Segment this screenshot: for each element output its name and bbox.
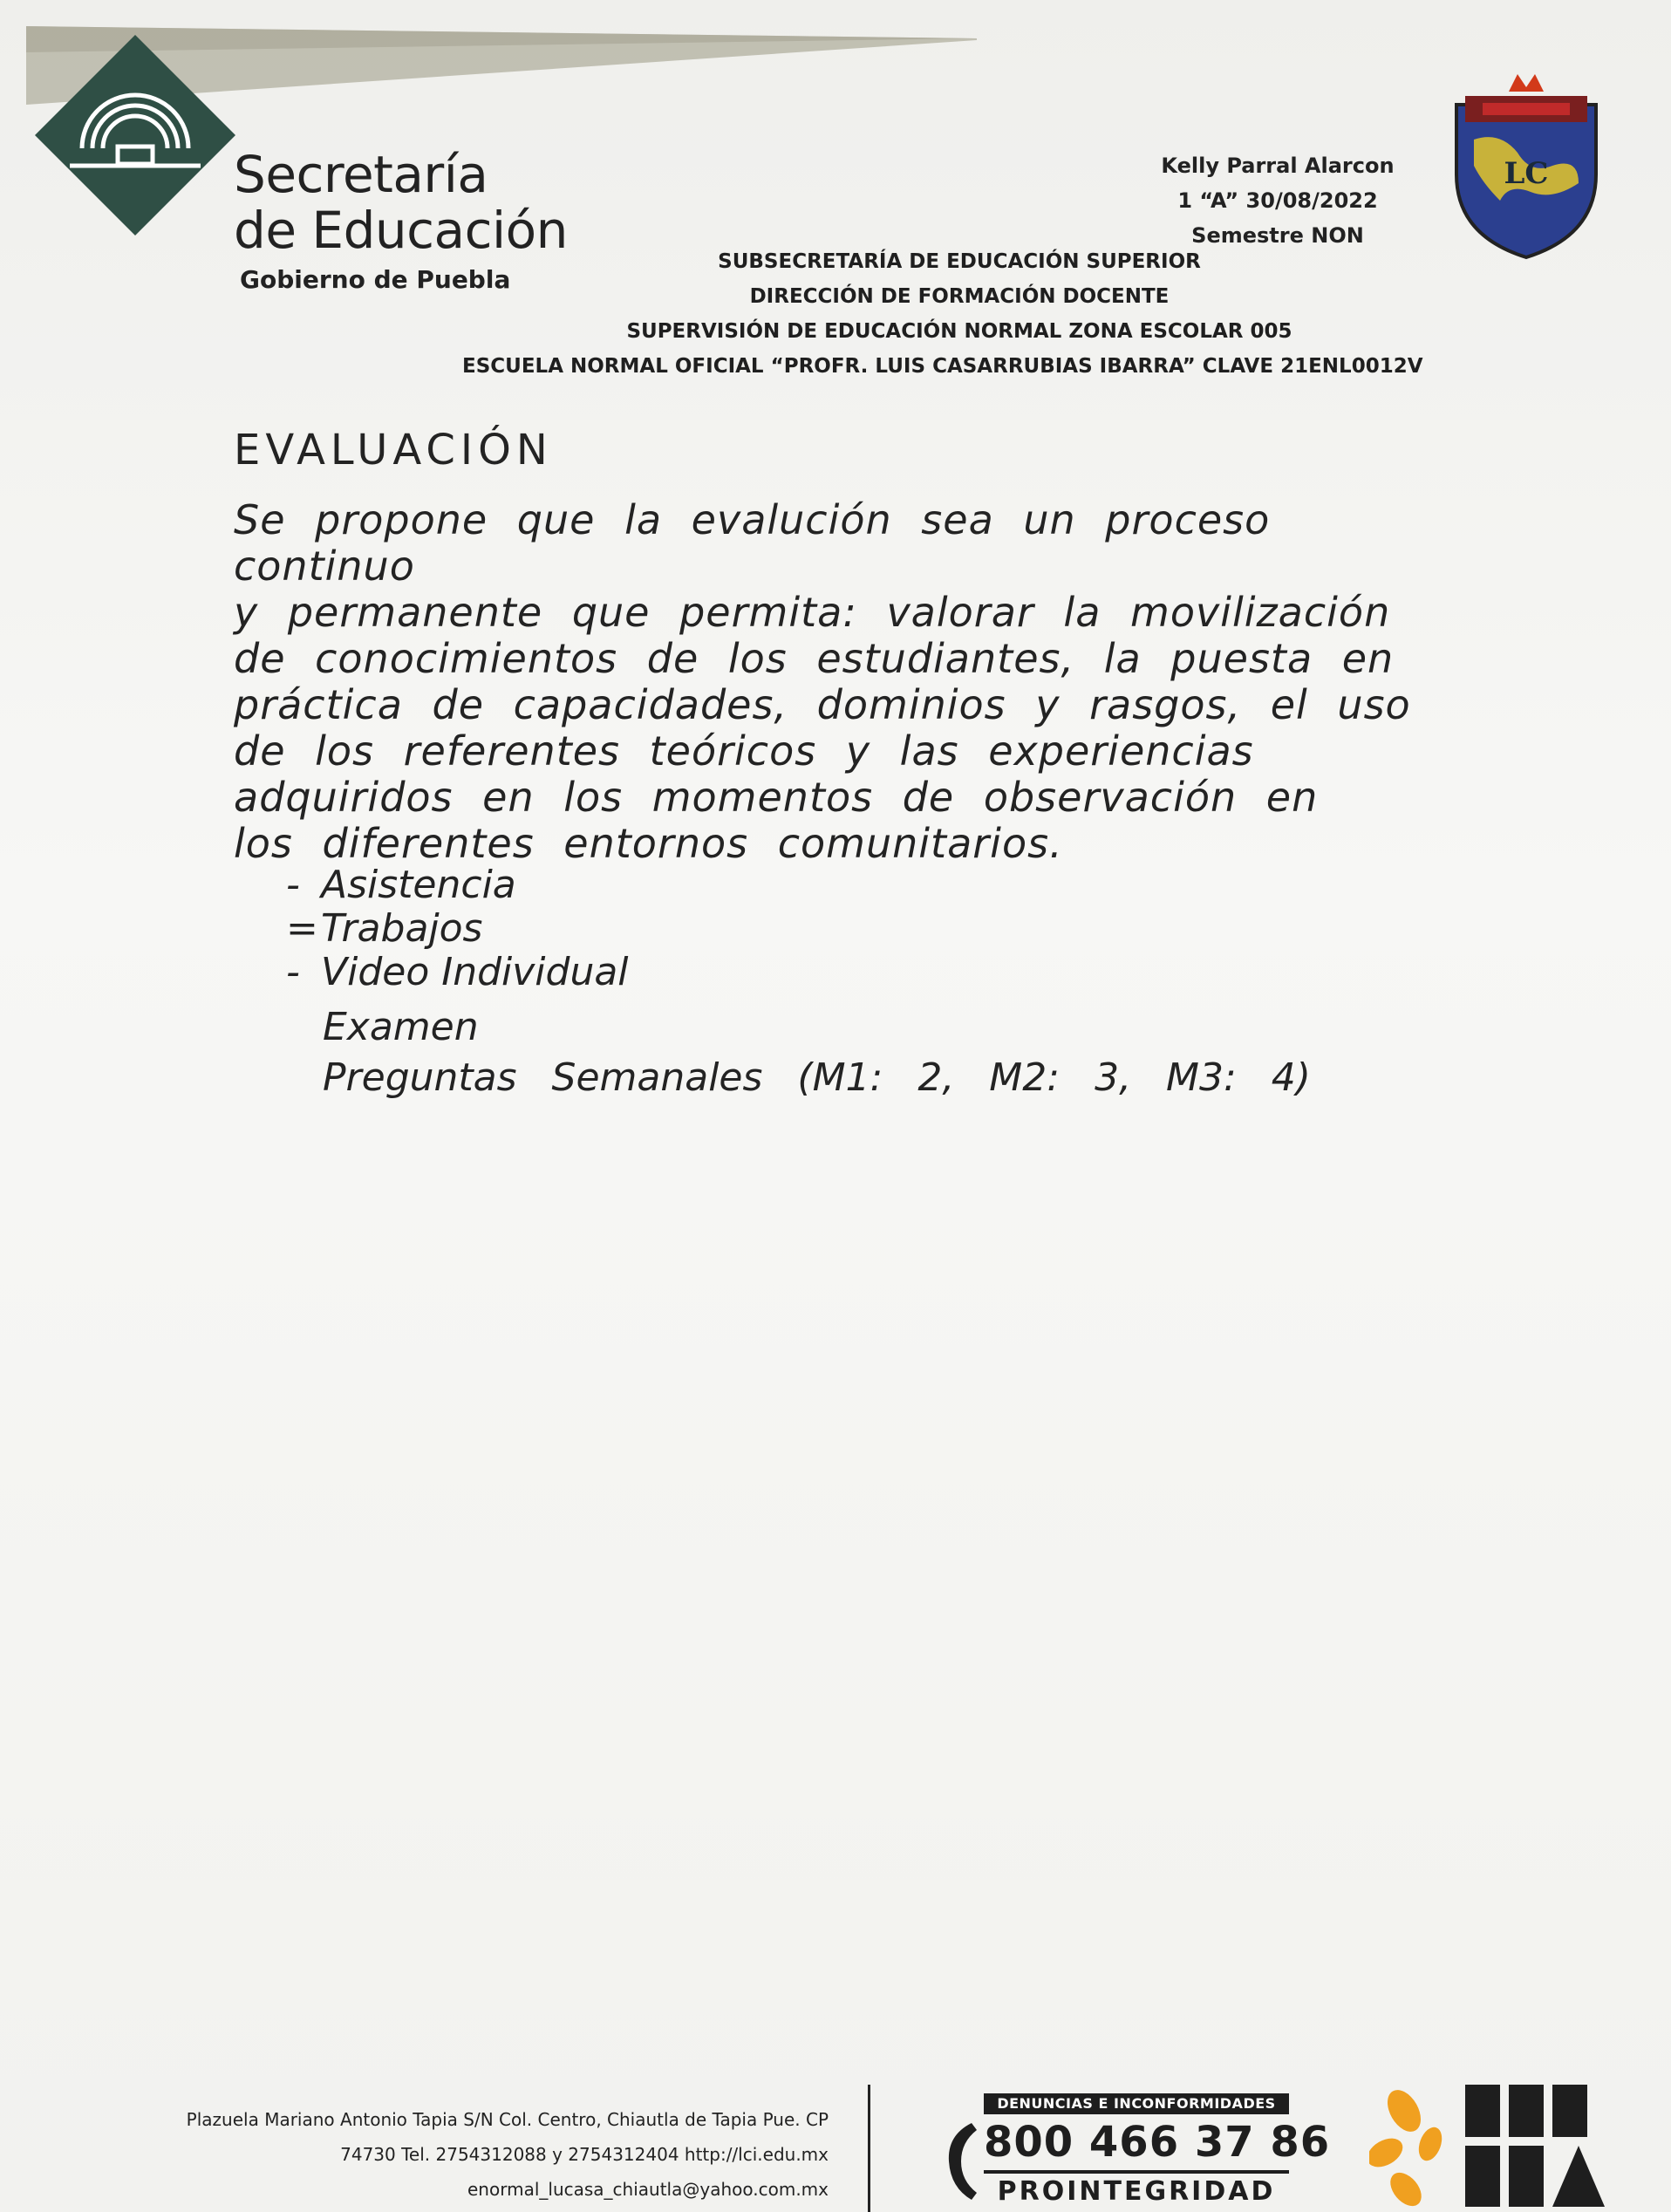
body-line-7: los diferentes entornos comunitarios. <box>234 820 1063 867</box>
prointegridad-label: PROINTEGRIDAD <box>984 2170 1289 2209</box>
student-info <box>1134 148 1422 253</box>
handwritten-title: EVALUACIÓN <box>234 426 553 474</box>
address-line-3: enormal_lucasa_chiautla@yahoo.com.mx <box>467 2179 829 2200</box>
institution-line-2: DIRECCIÓN DE FORMACIÓN DOCENTE <box>749 285 1170 308</box>
student-semester: Semestre NON <box>1191 223 1364 248</box>
body-line-2: y permanente que permita: valorar la movilización <box>234 589 1391 636</box>
evaluation-list <box>286 864 629 994</box>
student-name: Kelly Parral Alarcon <box>1161 154 1395 178</box>
body-line-4: práctica de capacidades, dominios y rasgos, el uso <box>234 681 1411 728</box>
body-line-3: de conocimientos de los estudiantes, la puesta en <box>234 635 1395 682</box>
secretaria-line-2: de Educación <box>234 201 568 260</box>
denuncias-label: DENUNCIAS E INCONFORMIDADES <box>984 2093 1289 2114</box>
list-item-text: Trabajos <box>321 906 483 951</box>
list-bullet: = <box>286 906 318 951</box>
list-bullet: - <box>286 863 300 907</box>
denuncias-phone: 800 466 37 86 <box>984 2118 1331 2167</box>
address-line-2: 74730 Tel. 2754312088 y 2754312404 http://lci.edu.mx <box>340 2144 829 2165</box>
list-item-text: Asistencia <box>321 863 516 907</box>
denuncias-block <box>942 2093 1331 2212</box>
secretaria-logo-icon <box>35 35 235 236</box>
school-shield-icon <box>1448 70 1605 262</box>
phone-handset-icon <box>942 2118 980 2205</box>
list-bullet: - <box>286 950 300 994</box>
list-item <box>286 864 629 907</box>
puebla-logo-icon <box>1369 2076 1631 2212</box>
gobierno-label: Gobierno de Puebla <box>240 265 511 294</box>
institution-line-3: SUPERVISIÓN DE EDUCACIÓN NORMAL ZONA ESCOLAR 005 <box>626 320 1292 343</box>
body-line-1: Se propone que la evalución sea un proceso continuo <box>234 496 1271 590</box>
exam-line: Examen <box>323 1005 479 1049</box>
svg-text:LC: LC <box>1504 156 1549 191</box>
secretaria-title <box>234 147 568 258</box>
list-item <box>286 951 629 994</box>
secretaria-line-1: Secretaría <box>234 145 488 204</box>
footer-address <box>96 2102 829 2207</box>
list-item-text: Video Individual <box>321 950 629 994</box>
student-group-date: 1 “A” 30/08/2022 <box>1177 188 1378 213</box>
institution-line-4: ESCUELA NORMAL OFICIAL “PROFR. LUIS CASARRUBIAS IBARRA” CLAVE 21ENL0012V <box>462 355 1423 378</box>
institution-header <box>436 244 1483 384</box>
list-item <box>286 907 629 951</box>
address-line-1: Plazuela Mariano Antonio Tapia S/N Col. Centro, Chiautla de Tapia Pue. CP <box>186 2109 829 2130</box>
preguntas-line: Preguntas Semanales (M1: 2, M2: 3, M3: 4) <box>323 1055 1311 1100</box>
handwritten-body <box>234 497 1472 867</box>
body-line-6: adquiridos en los momentos de observación en <box>234 774 1319 821</box>
body-line-5: de los referentes teóricos y las experiencias <box>234 727 1254 775</box>
footer-divider <box>868 2085 870 2212</box>
institution-line-1: SUBSECRETARÍA DE EDUCACIÓN SUPERIOR <box>718 250 1201 273</box>
